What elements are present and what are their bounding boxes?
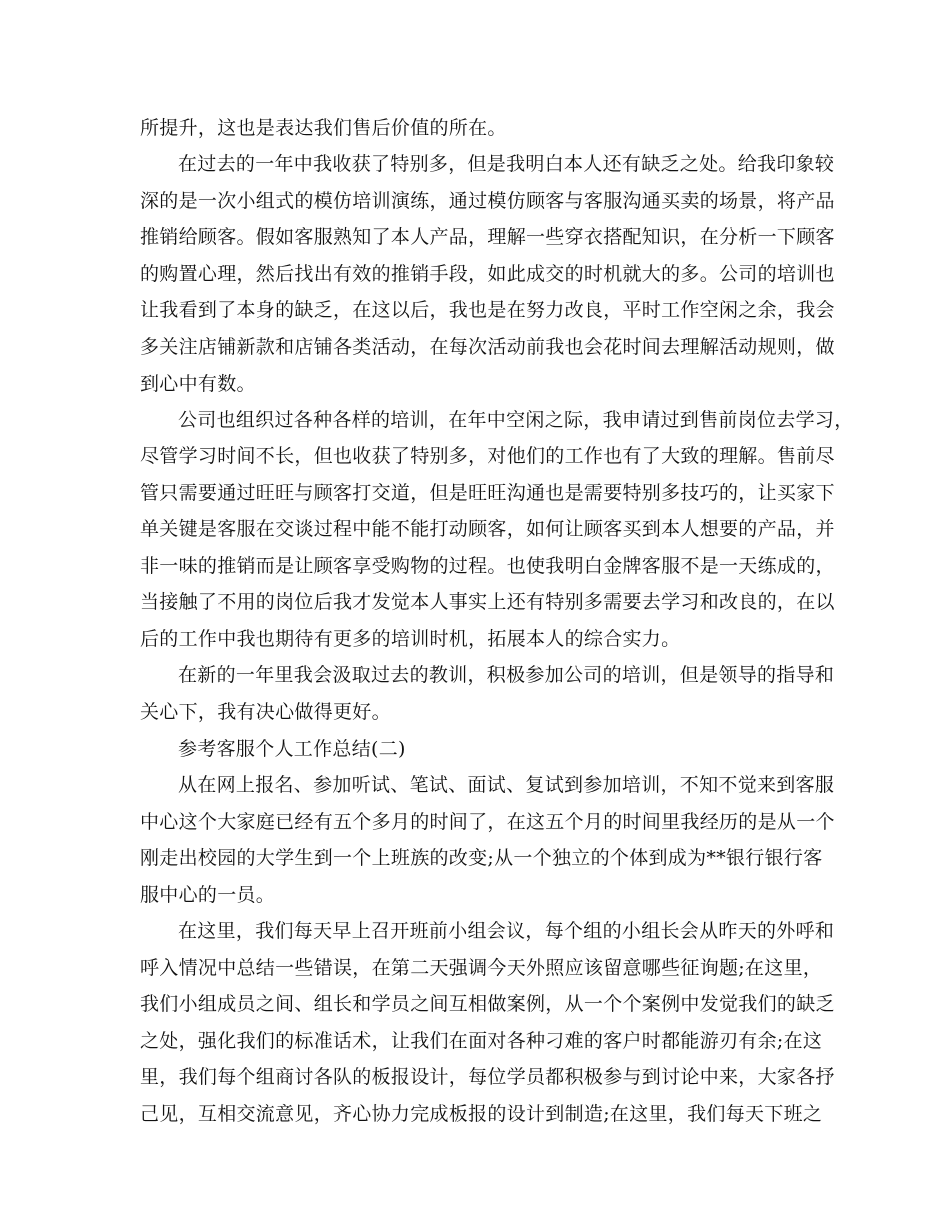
text-line: 推销给顾客。假如客服熟知了本人产品，理解一些穿衣搭配知识，在分析一下顾客 <box>140 226 835 248</box>
text-line: 服中心的一员。 <box>140 884 276 906</box>
text-line: 在这里，我们每天早上召开班前小组会议，每个组的小组长会从昨天的外呼和 <box>178 920 835 942</box>
text-line: 关心下，我有决心做得更好。 <box>140 701 391 723</box>
text-line: 从在网上报名、参加听试、笔试、面试、复试到参加培训，不知不觉来到客服 <box>178 774 835 796</box>
text-line: 深的是一次小组式的模仿培训演练，通过模仿顾客与客服沟通买卖的场景，将产品 <box>140 190 835 212</box>
text-line: 非一味的推销而是让顾客享受购物的过程。也使我明白金牌客服不是一天练成的， <box>140 555 835 577</box>
text-line: 之处，强化我们的标准话术，让我们在面对各种刁难的客户时都能游刃有余;在这 <box>140 1030 823 1052</box>
text-line: 己见，互相交流意见，齐心协力完成板报的设计到制造;在这里，我们每天下班之 <box>140 1103 823 1125</box>
text-line: 的购置心理，然后找出有效的推销手段，如此成交的时机就大的多。公司的培训也 <box>140 263 835 285</box>
text-line: 在新的一年里我会汲取过去的教训，积极参加公司的培训，但是领导的指导和 <box>178 664 835 686</box>
text-line: 当接触了不用的岗位后我才发觉本人事实上还有特别多需要去学习和改良的，在以 <box>140 591 835 613</box>
text-line: 在过去的一年中我收获了特别多，但是我明白本人还有缺乏之处。给我印象较 <box>178 153 835 175</box>
text-line: 刚走出校园的大学生到一个上班族的改变;从一个独立的个体到成为**银行银行客 <box>140 847 823 869</box>
text-line: 单关键是客服在交谈过程中能不能打动顾客，如何让顾客买到本人想要的产品，并 <box>140 518 835 540</box>
text-line: 呼入情况中总结一些错误，在第二天强调今天外照应该留意哪些征询题;在这里， <box>140 957 823 979</box>
text-line: 让我看到了本身的缺乏，在这以后，我也是在努力改良，平时工作空闲之余，我会 <box>140 299 835 321</box>
text-line: 管只需要通过旺旺与顾客打交道，但是旺旺沟通也是需要特别多技巧的，让买家下 <box>140 482 835 504</box>
text-line: 里，我们每个组商讨各队的板报设计，每位学员都积极参与到讨论中来，大家各抒 <box>140 1066 835 1088</box>
text-line: 我们小组成员之间、组长和学员之间互相做案例，从一个个案例中发觉我们的缺乏 <box>140 993 835 1015</box>
text-line: 尽管学习时间不长，但也收获了特别多，对他们的工作也有了大致的理解。售前尽 <box>140 445 835 467</box>
text-line: 中心这个大家庭已经有五个多月的时间了，在这五个月的时间里我经历的是从一个 <box>140 811 835 833</box>
text-line: 所提升，这也是表达我们售后价值的所在。 <box>140 117 507 139</box>
text-line: 多关注店铺新款和店铺各类活动，在每次活动前我也会花时间去理解活动规则，做 <box>140 336 835 358</box>
text-line: 公司也组织过各种各样的培训，在年中空闲之际，我申请过到售前岗位去学习， <box>178 409 854 431</box>
section-heading: 参考客服个人工作总结(二) <box>178 738 406 760</box>
text-line: 后的工作中我也期待有更多的培训时机，拓展本人的综合实力。 <box>140 628 681 650</box>
text-line: 到心中有数。 <box>140 373 256 395</box>
